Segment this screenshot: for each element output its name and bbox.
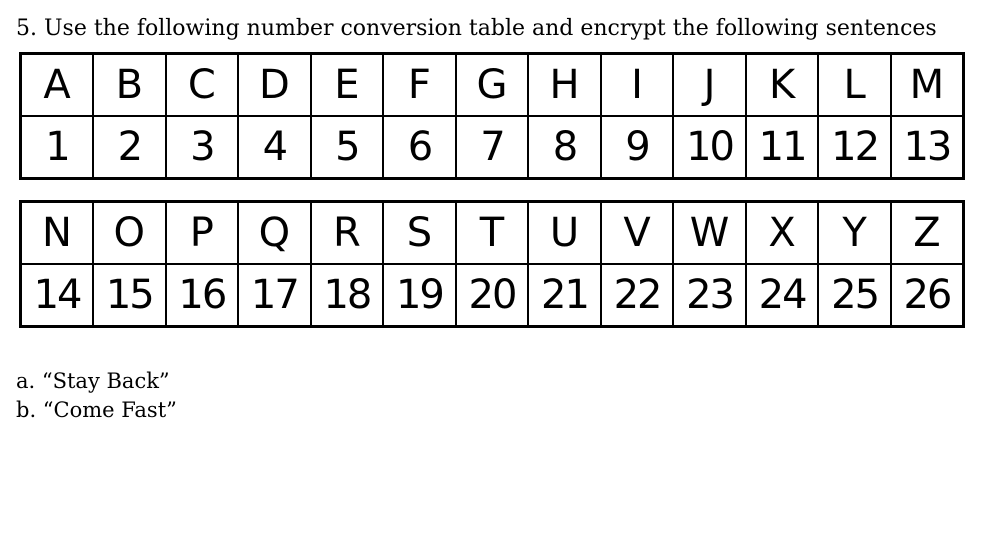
number-cell: 12: [818, 116, 891, 179]
number-cell: 23: [673, 264, 746, 327]
number-cell: 25: [818, 264, 891, 327]
letter-cell: M: [891, 54, 964, 117]
letter-cell: L: [818, 54, 891, 117]
question-text: 5. Use the following number conversion table and encrypt the following sentences: [16, 16, 937, 41]
number-cell: 14: [21, 264, 94, 327]
letter-cell: Y: [818, 202, 891, 265]
number-cell: 21: [528, 264, 601, 327]
conversion-table-a-to-m: [19, 52, 965, 180]
number-cell: 17: [238, 264, 311, 327]
number-cell: 2: [93, 116, 166, 179]
letter-cell: Z: [891, 202, 964, 265]
letter-cell: B: [93, 54, 166, 117]
number-cell: 15: [93, 264, 166, 327]
sentence-item-a: a. “Stay Back”: [16, 369, 170, 393]
number-cell: 1: [21, 116, 94, 179]
letter-row: [21, 202, 964, 265]
letter-cell: G: [456, 54, 529, 117]
letter-cell: F: [383, 54, 456, 117]
letter-cell: T: [456, 202, 529, 265]
number-cell: 11: [746, 116, 819, 179]
number-cell: 7: [456, 116, 529, 179]
letter-cell: I: [601, 54, 674, 117]
number-cell: 13: [891, 116, 964, 179]
letter-cell: K: [746, 54, 819, 117]
number-cell: 6: [383, 116, 456, 179]
number-row: [21, 264, 964, 327]
letter-cell: A: [21, 54, 94, 117]
number-cell: 5: [311, 116, 384, 179]
number-cell: 24: [746, 264, 819, 327]
number-cell: 3: [166, 116, 239, 179]
number-cell: 22: [601, 264, 674, 327]
letter-cell: X: [746, 202, 819, 265]
number-cell: 20: [456, 264, 529, 327]
number-cell: 8: [528, 116, 601, 179]
conversion-table-n-to-z: [19, 200, 965, 328]
number-cell: 9: [601, 116, 674, 179]
letter-cell: D: [238, 54, 311, 117]
letter-cell: H: [528, 54, 601, 117]
number-row: [21, 116, 964, 179]
letter-cell: J: [673, 54, 746, 117]
number-cell: 19: [383, 264, 456, 327]
letter-cell: C: [166, 54, 239, 117]
letter-cell: V: [601, 202, 674, 265]
letter-cell: N: [21, 202, 94, 265]
sentence-list: [16, 367, 177, 425]
letter-cell: E: [311, 54, 384, 117]
number-cell: 10: [673, 116, 746, 179]
sentence-item-b: b. “Come Fast”: [16, 398, 177, 422]
letter-cell: P: [166, 202, 239, 265]
letter-cell: Q: [238, 202, 311, 265]
letter-cell: O: [93, 202, 166, 265]
letter-cell: R: [311, 202, 384, 265]
letter-row: [21, 54, 964, 117]
number-cell: 26: [891, 264, 964, 327]
number-cell: 18: [311, 264, 384, 327]
letter-cell: S: [383, 202, 456, 265]
letter-cell: U: [528, 202, 601, 265]
number-cell: 4: [238, 116, 311, 179]
number-cell: 16: [166, 264, 239, 327]
letter-cell: W: [673, 202, 746, 265]
